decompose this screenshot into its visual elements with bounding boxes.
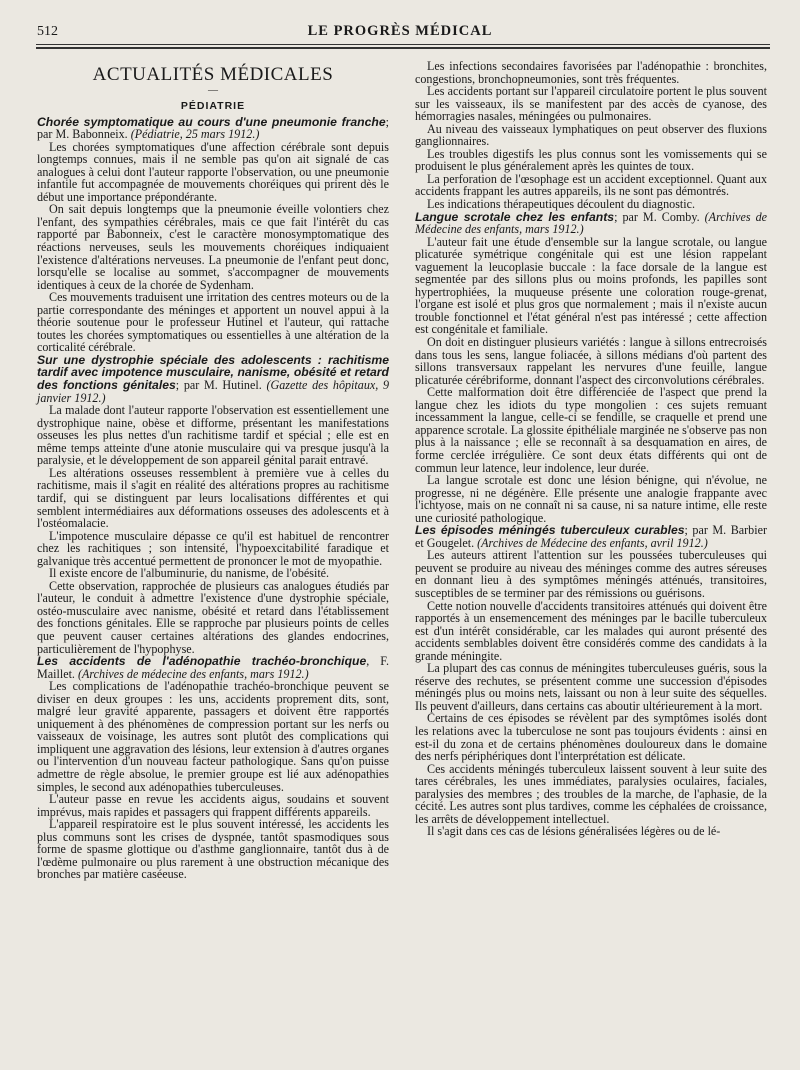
paragraph: La langue scrotale est donc une lésion bénigne, qui n'évolue, ne progresse, ni ne dégénère. Elle présente une analogie frappante avec l'ichtyose, mais on ne connaît ni sa cause, ni sa nature intime, elle reste une curiosité pathologique. — [415, 473, 767, 525]
section-title: ACTUALITÉS MÉDICALES — [92, 64, 334, 85]
article-title: Les épisodes méningés tuberculeux curables — [415, 523, 685, 538]
article-heading — [415, 211, 767, 236]
article-byline: ; par M. Hutinel. — [175, 378, 262, 393]
paragraph: Ces mouvements traduisent une irritation des centres moteurs ou de la partie correspondante des méninges et apportent un nouvel appui à la théorie soutenue pour le professeur Hutinel et l'auteur, qui rattache toutes les chorées symptomatiques ou essentielles à une altération de la corticalité cérébrale. — [37, 290, 389, 355]
paragraph: Il s'agit dans ces cas de lésions généralisées légères ou de lé- — [427, 824, 721, 839]
article-byline: , F. Maillet. — [37, 654, 389, 681]
header-rule-thick — [36, 47, 770, 49]
paragraph: Il existe encore de l'albuminurie, du nanisme, de l'obésité. — [49, 566, 330, 581]
paragraph: Cette malformation doit être différenciée de l'aspect que prend la langue chez les idiots du type mongolien : ces sujets remuant incessamment la langue, celle-ci se fendille, se craquelle et prend une apparence scrotale. La glossite épithéliale marginée ne s'observe pas non plus à la naissance ; elle se reconnaît à sa desquamation en aires, de forme cerclée irrégulière. Ce sont deux états différents qui ont de commun leur latence, leur indolence, leur durée. — [415, 385, 767, 475]
paragraph: Cette notion nouvelle d'accidents transitoires atténués qui doivent être rapportés à un ensemencement des méninges par le bacille tuberculeux est d'un intérêt considérable, car les malades qui auront présenté des accidents semblables doivent être considérés comme des candidats à la grande méningite. — [415, 598, 767, 663]
article-title: Chorée symptomatique au cours d'une pneumonie franche — [37, 114, 386, 129]
article-source: (Archives de médecine des enfants, mars 1912.) — [77, 666, 309, 681]
paragraph: Les auteurs attirent l'attention sur les poussées tuberculeuses qui peuvent se produire au niveau des méninges comme des autres séreuses en donnant lieu à des symptômes méningés atténués, transitoires, susceptibles de se terminer par des rémissions ou guérisons. — [415, 548, 767, 600]
article-source: (Archives de Médecine des enfants, mars 1912.) — [415, 209, 767, 237]
article-heading — [37, 354, 389, 404]
article-heading — [37, 116, 389, 141]
paragraph: Cette observation, rapprochée de plusieurs cas analogues étudiés par l'auteur, le conduit à admettre l'existence d'une dystrophie spéciale, ostéo-musculaire avec nanisme, obésité et retard dans l'établissement des fonctions génitales. Elle se rapproche par plusieurs points de celles que peuvent causer certaines altérations des glandes endocrines, particulièrement de l'hypophyse. — [37, 578, 389, 656]
paragraph: Les complications de l'adénopathie trachéo-bronchique peuvent se diviser en deux groupes : les uns, accidents proprement dits, sont, malgré leur gravité apparente, passagers et doivent être rapportés uniquement à des phénomènes de compression portant sur les nerfs ou vaisseaux de voisinage, les autres sont plutôt des complications qui impliquent une aggravation des lésions, leur extension à d'autres organes ou l'intervention d'un nouveau facteur pathologique. Sans qu'on puisse admettre de règle absolue, le premier groupe est lié aux adénopathies simples, le second aux adénopathies tuberculeuses. — [37, 679, 389, 794]
paragraph: On doit en distinguer plusieurs variétés : langue à sillons entrecroisés dans tous les sens, langue foliacée, à sillons médians d'où partent des sillons transversaux rappelant les nervures d'une feuille, langue plicaturée cérébriforme, donnant l'aspect des circonvolutions cérébrales. — [415, 335, 767, 387]
page-number: 512 — [37, 24, 58, 39]
paragraph: Les altérations osseuses ressemblent à première vue à celles du rachitisme, mais il s'agit en réalité des altérations propres au rachitisme tardif, qui se distinguent par leurs localisations différentes et qui semblent intermédiaires aux déformations osseuses des adolescents et à l'ostéomalacie. — [37, 465, 389, 531]
article-byline: ; par M. Barbier et Gougelet. — [415, 523, 767, 550]
article-heading — [415, 524, 767, 549]
left-column — [37, 60, 389, 881]
article-byline: ; par M. Babonneix. — [37, 114, 389, 142]
paragraph: On sait depuis longtemps que la pneumonie éveille volontiers chez l'enfant, des sympathies cérébrales, mais ce que fait l'intérêt du cas rapporté par Babonneix, c'est le caractère monosymptomatique des réactions nerveuses, seuls les mouvements choréiques indiquaient l'existence d'altérations nerveuses. La pneumonie de l'enfant peut donc, lorsqu'elle se localise au sommet, s'accompagner de mouvements identiques à ceux de la chorée de Sydenham. — [37, 202, 389, 292]
section-dash: — — [208, 85, 218, 96]
article-source: (Archives de Médecine des enfants, avril 1912.) — [477, 535, 708, 550]
paragraph: Au niveau des vaisseaux lymphatiques on peut observer des fluxions ganglionnaires. — [415, 121, 767, 149]
right-column — [415, 60, 767, 838]
article-heading — [37, 655, 389, 680]
paragraph: La plupart des cas connus de méningites tuberculeuses guéris, sous la réserve des rechutes, se présentent comme une succession d'épisodes méningés plus ou moins nets, laissant ou non à leur suite des séquelles. Ils peuvent d'ailleurs, dans certains cas aboutir ultérieurement à la mort. — [415, 661, 767, 713]
paragraph: La perforation de l'œsophage est un accident exceptionnel. Quant aux accidents frappant les autres appareils, ils ne sont pas démontrés. — [415, 171, 767, 199]
paragraph: Les indications thérapeutiques découlent du diagnostic. — [427, 197, 696, 212]
paragraph: Les troubles digestifs les plus connus sont les vomissements qui se produisent le plus généralement après les quintes de toux. — [415, 146, 767, 174]
paragraph: L'impotence musculaire dépasse ce qu'il est habituel de rencontrer chez les rachitiques ; son intensité, l'hypoexcitabilité faradique et galvanique très accentué permettent de prononcer le mot de myopathie. — [37, 528, 389, 568]
article-title: Langue scrotale chez les enfants — [415, 209, 615, 224]
article-source: (Pédiatrie, 25 mars 1912.) — [130, 127, 260, 142]
header-rule — [36, 44, 770, 45]
paragraph: Les chorées symptomatiques d'une affection cérébrale sont depuis longtemps connues, mais il ne semble pas qu'on ait signalé de cas analogues à celui dont l'auteur rapporte l'observation, ou une pneumonie infantile fut accompagnée de mouvements choréiques qui prirent dès le début une importance prépondérante. — [37, 139, 389, 204]
paragraph: Les infections secondaires favorisées par l'adénopathie : bronchites, congestions, bronchopneumonies, sont très fréquentes. — [415, 59, 767, 86]
paragraph: Ces accidents méningés tuberculeux laissent souvent à leur suite des tares cérébrales, les unes immédiates, paralysies oculaires, faciales, paralysies des membres ; des troubles de la marche, de l'aphasie, de la cécité. Les autres sont plus tardives, comme les céphalées de croissance, les arrêts de développement intellectuel. — [415, 761, 767, 826]
paragraph: L'auteur passe en revue les accidents aigus, soudains et souvent imprévus, mais rapides et passagers qui frappent différents appareils. — [37, 792, 389, 819]
article-source: (Gazette des hôpitaux, 9 janvier 1912.) — [37, 378, 389, 405]
article-byline: ; par M. Comby. — [614, 209, 700, 224]
paragraph: Les accidents portant sur l'appareil circulatoire portent le plus souvent sur les vaisseaux, ils se manifestent par des accès de cyanose, des hémorragies nasales, méningées ou pulmonaires. — [415, 84, 767, 124]
running-header: LE PROGRÈS MÉDICAL — [307, 23, 493, 39]
paragraph: L'auteur fait une étude d'ensemble sur la langue scrotale, ou langue plicaturée symétrique congénitale qui est une lésion rappelant vaguement la leucoplasie buccale : la face dorsale de la langue est segmentée par des sillons plus ou moins profonds, les papilles sont hypertrophiées, la muqueuse présente une coloration rouge-grenat, l'organe est isolé et plus gros que normalement ; mais il n'existe aucun trouble fonctionnel et l'état général n'est pas intéressé ; cette affection est congénitale et familiale. — [415, 234, 767, 337]
article-title: Sur une dystrophie spéciale des adolescents : rachitisme tardif avec impotence musculaire, nanisme, obésité et retard des fonctions génitales — [37, 352, 389, 393]
section-subtitle: PÉDIATRIE — [180, 100, 246, 112]
article-title: Les accidents de l'adénopathie trachéo-bronchique — [37, 654, 367, 669]
paragraph: L'appareil respiratoire est le plus souvent intéressé, les accidents les plus communs sont les crises de dyspnée, tantôt spasmodiques sous forme de spasme glottique ou d'asthme ganglionnaire, tantôt dus à de l'œdème pulmonaire ou plus rarement à une obstruction mécanique des bronches par matière caséeuse. — [37, 817, 389, 882]
paragraph: La malade dont l'auteur rapporte l'observation est essentiellement une dystrophique naine, obèse et difforme, présentant les manifestations osseuses les plus nettes d'un rachitisme tardif et spécial ; elle est en même temps atteinte d'une atonie musculaire qui va presque jusqu'à la paralysie, et le développement de son appareil génital parait entravé. — [37, 403, 389, 468]
paragraph: Certains de ces épisodes se révèlent par des symptômes isolés dont les relations avec la tuberculose ne sont pas toujours évidents : ainsi en est-il du zona et de certains phénomènes douloureux dans le domaine des nerfs périphériques dont l'interprétation est délicate. — [415, 711, 767, 764]
